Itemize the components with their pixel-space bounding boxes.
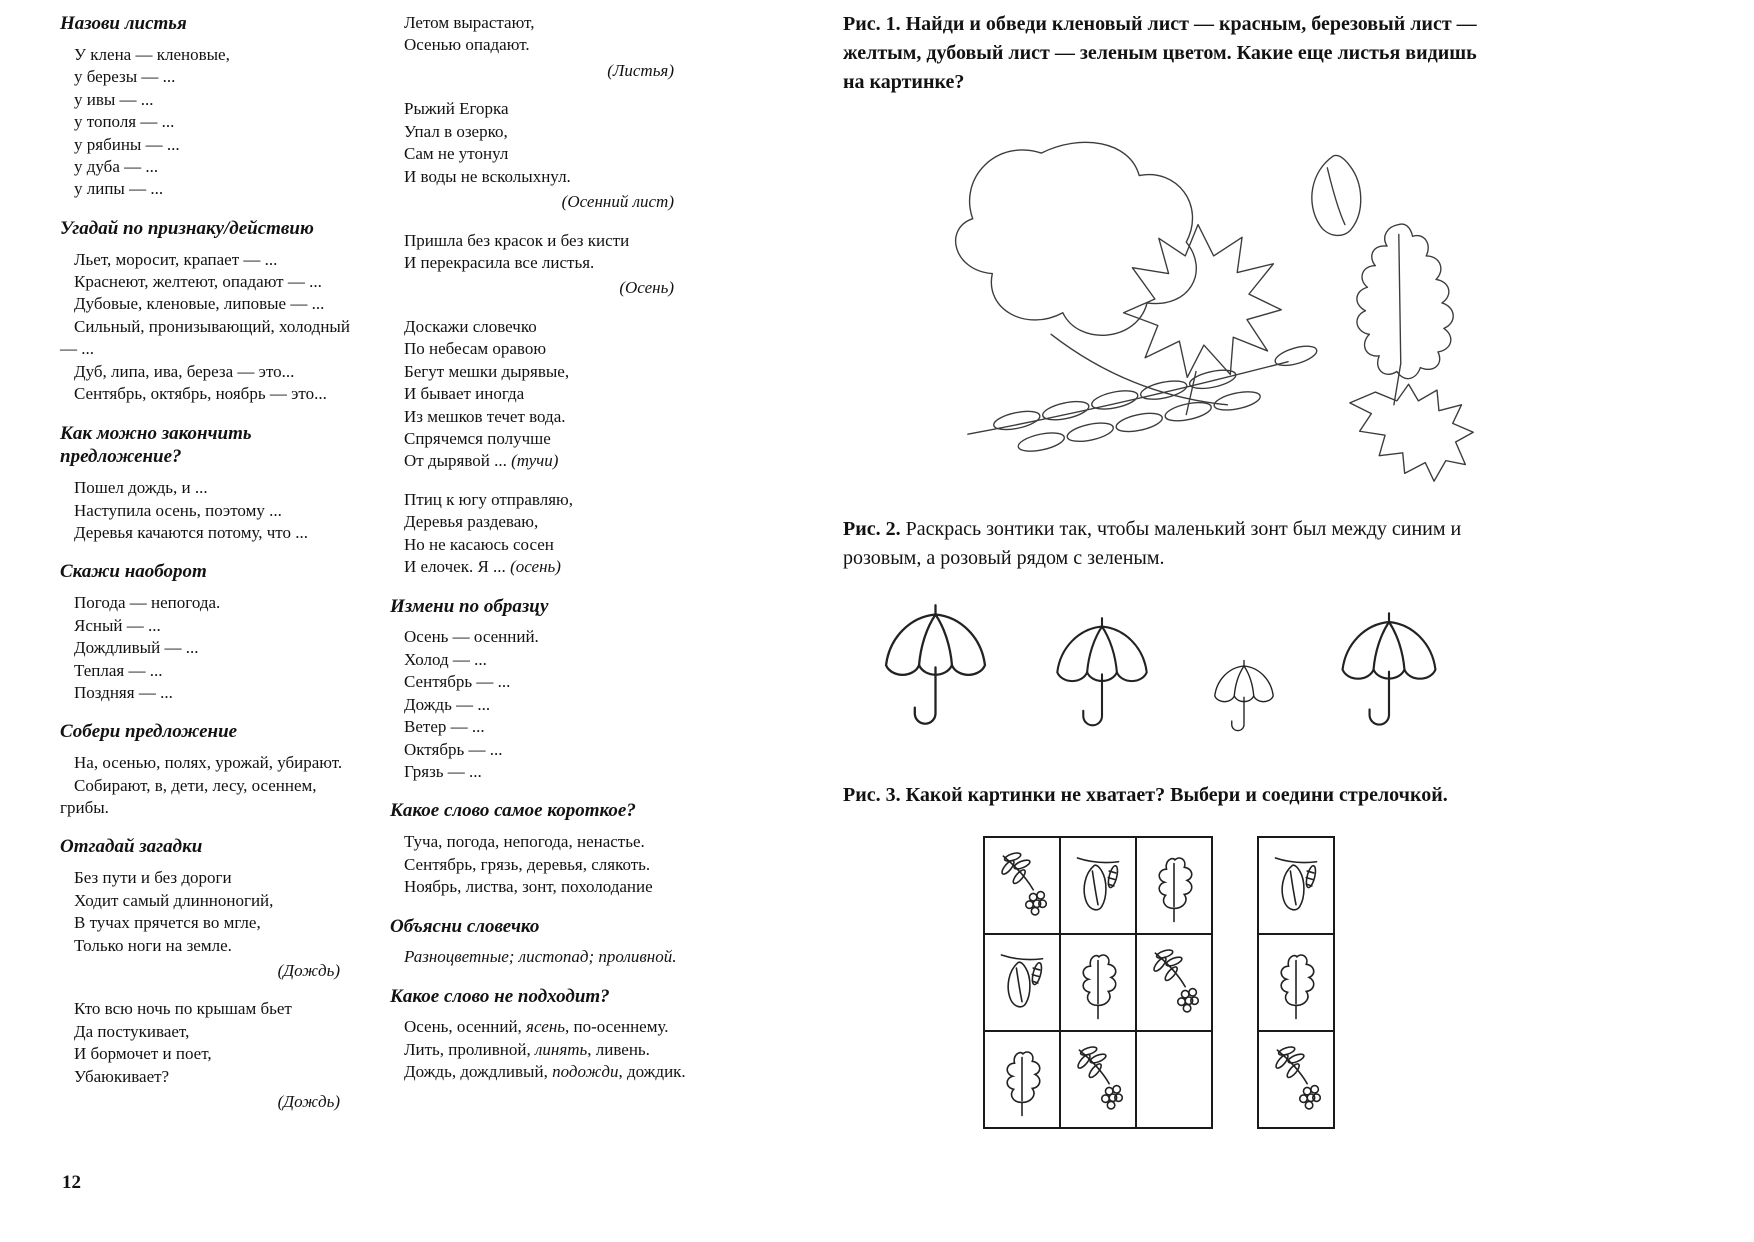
section-name-leaves — [60, 12, 362, 201]
text-line: Поздняя — ... — [74, 682, 173, 702]
oak-leaf-outline — [1357, 224, 1453, 379]
text-line: Пошел дождь, и ... — [74, 478, 208, 498]
grid-cell — [985, 1032, 1059, 1127]
text-line: На, осенью, полях, урожай, убирают. — [74, 753, 343, 773]
text-line — [390, 1061, 696, 1083]
fig3-text: Какой картинки не хватает? Выбери и соедини стрелочкой. — [905, 784, 1448, 806]
grid-cell-icon — [1007, 1051, 1040, 1114]
text-segment: И елочек. Я ... — [404, 557, 511, 577]
fig2-caption — [843, 515, 1495, 573]
answer-cell-icon — [1274, 1045, 1320, 1109]
section-shortest-word — [390, 799, 696, 898]
text-line: Дуб, липа, ива, береза — это... — [74, 361, 295, 381]
grid-cell-icon — [1077, 858, 1119, 910]
grid-cell-icon — [1000, 851, 1046, 915]
text-line: Сентябрь, грязь, деревья, слякоть. — [404, 854, 651, 874]
text-line: Ходит самый длинноногий, — [74, 890, 274, 910]
riddle-answer: (Осенний лист) — [561, 192, 674, 212]
section-change-by-model — [390, 595, 696, 784]
riddle-answer: (Листья) — [607, 60, 674, 80]
text-line: У клена — кленовые, — [74, 44, 230, 64]
text-line: Ветер — ... — [404, 717, 485, 737]
text-line: В тучах прячется во мгле, — [74, 913, 261, 933]
maple-leaf-outline — [1124, 225, 1282, 378]
inline-answer: (осень) — [510, 557, 561, 577]
riddle-autumn — [390, 230, 696, 300]
umbrella-icon — [878, 603, 993, 741]
grid-cell — [1137, 935, 1211, 1030]
fig1-label: Рис. 1. — [843, 13, 901, 35]
section-riddles — [60, 835, 362, 1113]
grid-cell — [985, 838, 1059, 933]
fig3-caption — [843, 781, 1495, 810]
text-line: Сильный, пронизывающий, холодный — ... — [60, 316, 350, 359]
section-heading: Какое слово не подходит? — [390, 985, 610, 1007]
text-line: Краснеют, желтеют, опадают — ... — [74, 272, 322, 291]
text-segment: Лить, проливной, — [404, 1039, 535, 1059]
section-heading: Собери предложение — [60, 721, 238, 743]
section-explain-word — [390, 915, 696, 969]
text-line: Из мешков течет вода. — [404, 406, 566, 426]
riddle-1 — [60, 867, 362, 982]
text-line — [390, 1016, 696, 1038]
text-segment: , дождик. — [618, 1062, 686, 1082]
text-line: По небесам оравою — [404, 339, 547, 359]
riddle-2 — [60, 998, 362, 1113]
text-line: Убаюкивает? — [74, 1066, 170, 1086]
text-line: Наступила осень, поэтому ... — [74, 500, 282, 520]
text-line: Погода — непогода. — [74, 593, 221, 613]
grid-cell-icon — [1152, 948, 1198, 1012]
fig3-grid — [983, 836, 1213, 1129]
text-line: Дождь — ... — [404, 694, 491, 714]
text-line: Осень — осенний. — [404, 627, 539, 647]
inline-answer: (тучи) — [511, 451, 559, 471]
text-segment: Осень, осенний, — [404, 1017, 527, 1037]
text-line: Без пути и без дороги — [74, 868, 232, 888]
leaves-line-drawing — [898, 109, 1498, 491]
umbrella-row — [878, 599, 1443, 741]
odd-word: линять — [535, 1039, 588, 1059]
text-line: Деревья качаются потому, что ... — [74, 523, 308, 542]
riddle-autumn-leaf — [390, 98, 696, 213]
grid-cell-icon — [1076, 1045, 1122, 1109]
text-segment: , ливень. — [587, 1039, 650, 1059]
fig3-empty-cell — [1137, 1032, 1211, 1127]
text-line: И перекрасила все листья. — [404, 252, 595, 272]
section-heading: Какое слово самое короткое? — [390, 800, 636, 822]
text-line: Дубовые, кленовые, липовые — ... — [74, 294, 325, 314]
answer-cell — [1259, 1032, 1333, 1127]
answer-cell — [1259, 838, 1333, 933]
umbrella-icon — [1050, 616, 1154, 741]
answer-cell-icon — [1275, 858, 1317, 910]
riddle-answer: (Осень) — [619, 278, 674, 298]
grid-cell — [1061, 838, 1135, 933]
text-line: Холод — ... — [404, 649, 487, 669]
section-heading: Скажи наоборот — [60, 561, 207, 583]
text-line: Ноябрь, листва, зонт, похолодание — [404, 877, 653, 897]
riddle-answer: (Дождь) — [277, 1092, 340, 1112]
middle-column — [390, 12, 696, 1097]
fig3-label: Рис. 3. — [843, 784, 901, 806]
umbrella-icon — [1210, 659, 1278, 741]
text-line — [390, 450, 696, 472]
text-line: Сентябрь, октябрь, ноябрь — это... — [74, 384, 327, 404]
section-finish-sentence — [60, 422, 362, 545]
text-line: Собирают, в, дети, лесу, осеннем, грибы. — [60, 775, 317, 817]
section-assemble-sentence — [60, 720, 362, 819]
text-line — [390, 1039, 696, 1061]
text-line: Теплая — ... — [74, 660, 163, 680]
text-line: Льет, моросит, крапает — ... — [74, 249, 278, 269]
section-guess-by-feature — [60, 217, 362, 406]
rowan-leaf-outline — [968, 342, 1319, 454]
text-line: Да постукивает, — [74, 1021, 190, 1041]
fig1-caption — [843, 10, 1495, 97]
text-line: И воды не всколыхнул. — [404, 166, 571, 186]
section-heading: Как можно закончить предложение? — [60, 422, 252, 468]
riddle-cloud — [390, 316, 696, 473]
fig2-label: Рис. 2. — [843, 518, 901, 540]
grid-cell — [1137, 838, 1211, 933]
text-line: Рыжий Егорка — [404, 99, 509, 119]
text-line: Октябрь — ... — [404, 739, 503, 759]
text-line: Пришла без красок и без кисти — [404, 230, 630, 250]
small-leaf-outline — [1312, 156, 1361, 236]
text-line: у дуба — ... — [74, 156, 159, 176]
text-line: Но не касаюсь сосен — [404, 534, 554, 554]
text-line: Только ноги на земле. — [74, 935, 232, 955]
section-heading: Отгадай загадки — [60, 836, 203, 858]
text-line: у ивы — ... — [74, 89, 154, 109]
text-line: Разноцветные; листопад; проливной. — [404, 947, 677, 967]
grid-cell — [1061, 935, 1135, 1030]
text-line: у березы — ... — [74, 67, 176, 87]
text-line: у рябины — ... — [74, 134, 180, 154]
section-heading: Объясни словечко — [390, 915, 540, 937]
left-column — [60, 12, 362, 1127]
text-line: Птиц к югу отправляю, — [404, 489, 573, 509]
text-segment: , по-осеннему. — [565, 1017, 669, 1037]
fig3-answers — [1257, 836, 1335, 1129]
grid-cell — [1061, 1032, 1135, 1127]
text-line: Сентябрь — ... — [404, 672, 511, 692]
text-line: Летом вырастают, — [404, 13, 535, 32]
grid-cell-icon — [1001, 955, 1043, 1007]
section-heading: Измени по образцу — [390, 595, 549, 617]
text-segment: Дождь, дождливый, — [404, 1062, 553, 1082]
text-line: Ясный — ... — [74, 615, 161, 635]
section-odd-word — [390, 985, 696, 1084]
grid-cell-icon — [1083, 954, 1116, 1017]
text-line: Деревья раздеваю, — [404, 512, 539, 532]
riddle-answer: (Дождь) — [277, 960, 340, 980]
text-line: Сам не утонул — [404, 144, 509, 164]
riddle-leaves — [390, 12, 696, 82]
riddle-autumn-2 — [390, 489, 696, 579]
text-line: И бывает иногда — [404, 384, 525, 404]
odd-word: подожди — [552, 1062, 619, 1082]
section-heading: Угадай по признаку/действию — [60, 217, 314, 239]
text-line: Спрячемся получше — [404, 429, 551, 448]
text-line: Кто всю ночь по крышам бьет — [74, 999, 292, 1019]
fig2-text: Раскрась зонтики так, чтобы маленький зонт был между синим и розовым, а розовый рядом с зеленым. — [843, 518, 1462, 569]
grid-cell-icon — [1159, 857, 1192, 920]
fig1-text: Найди и обведи кленовый лист — красным, березовый лист — желтым, дубовый лист — зеленым цветом. Какие еще листья видишь на картинке? — [843, 13, 1477, 93]
text-line: Доскажи словечко — [404, 316, 537, 336]
holly-leaf-outline — [1350, 384, 1473, 481]
text-line: Туча, погода, непогода, ненастье. — [404, 832, 645, 852]
text-line: у липы — ... — [74, 179, 164, 199]
section-heading: Назови листья — [60, 13, 187, 34]
odd-word: ясень — [526, 1017, 565, 1037]
text-line: Упал в озерко, — [404, 121, 508, 141]
text-line: Бегут мешки дырявые, — [404, 361, 570, 381]
text-line: у тополя — ... — [74, 112, 175, 132]
fig3-figure — [983, 836, 1728, 1129]
right-column — [843, 10, 1728, 1129]
text-line: Осенью опадают. — [404, 35, 530, 55]
text-segment: От дырявой ... — [404, 451, 512, 471]
answer-cell — [1259, 935, 1333, 1030]
answer-cell-icon — [1281, 954, 1314, 1017]
umbrella-icon — [1335, 611, 1443, 741]
page-number: 12 — [62, 1172, 81, 1193]
grid-cell — [985, 935, 1059, 1030]
text-line: И бормочет и поет, — [74, 1044, 212, 1064]
section-say-opposite — [60, 560, 362, 704]
text-line: Грязь — ... — [404, 762, 482, 781]
text-line — [390, 556, 696, 578]
text-line: Дождливый — ... — [74, 638, 199, 658]
